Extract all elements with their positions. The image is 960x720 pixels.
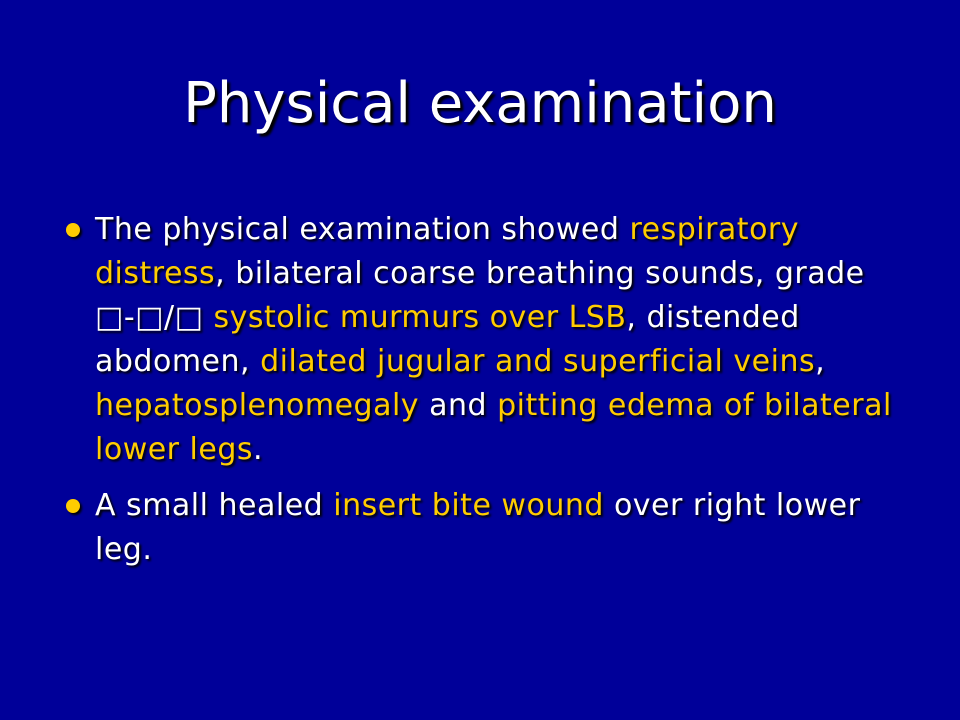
body-text: , distended abdomen, <box>95 300 800 379</box>
highlighted-text: pitting edema of bilateral lower legs <box>95 388 892 467</box>
highlighted-text: dilated jugular and superficial veins <box>260 344 816 379</box>
bullet-dot-icon <box>66 499 80 513</box>
bullet-item <box>62 208 902 472</box>
body-text: . <box>253 432 264 467</box>
highlighted-text: hepatosplenomegaly <box>95 388 420 423</box>
bullet-item <box>62 484 902 572</box>
body-text: and <box>419 388 498 423</box>
bullet-list <box>62 208 902 584</box>
body-text: over right lower leg. <box>95 488 861 567</box>
highlighted-text: systolic murmurs over LSB <box>213 300 627 335</box>
highlighted-text: insert bite wound <box>333 488 604 523</box>
slide-title: Physical examination <box>183 71 777 136</box>
bullet-dot-icon <box>66 223 80 237</box>
highlighted-text: respiratory distress <box>95 212 800 291</box>
body-text: , <box>815 344 826 379</box>
body-text: , bilateral coarse breathing sounds, grade □-□/□ <box>95 256 865 335</box>
body-text: The physical examination showed <box>95 212 630 247</box>
body-text: A small healed <box>95 488 334 523</box>
